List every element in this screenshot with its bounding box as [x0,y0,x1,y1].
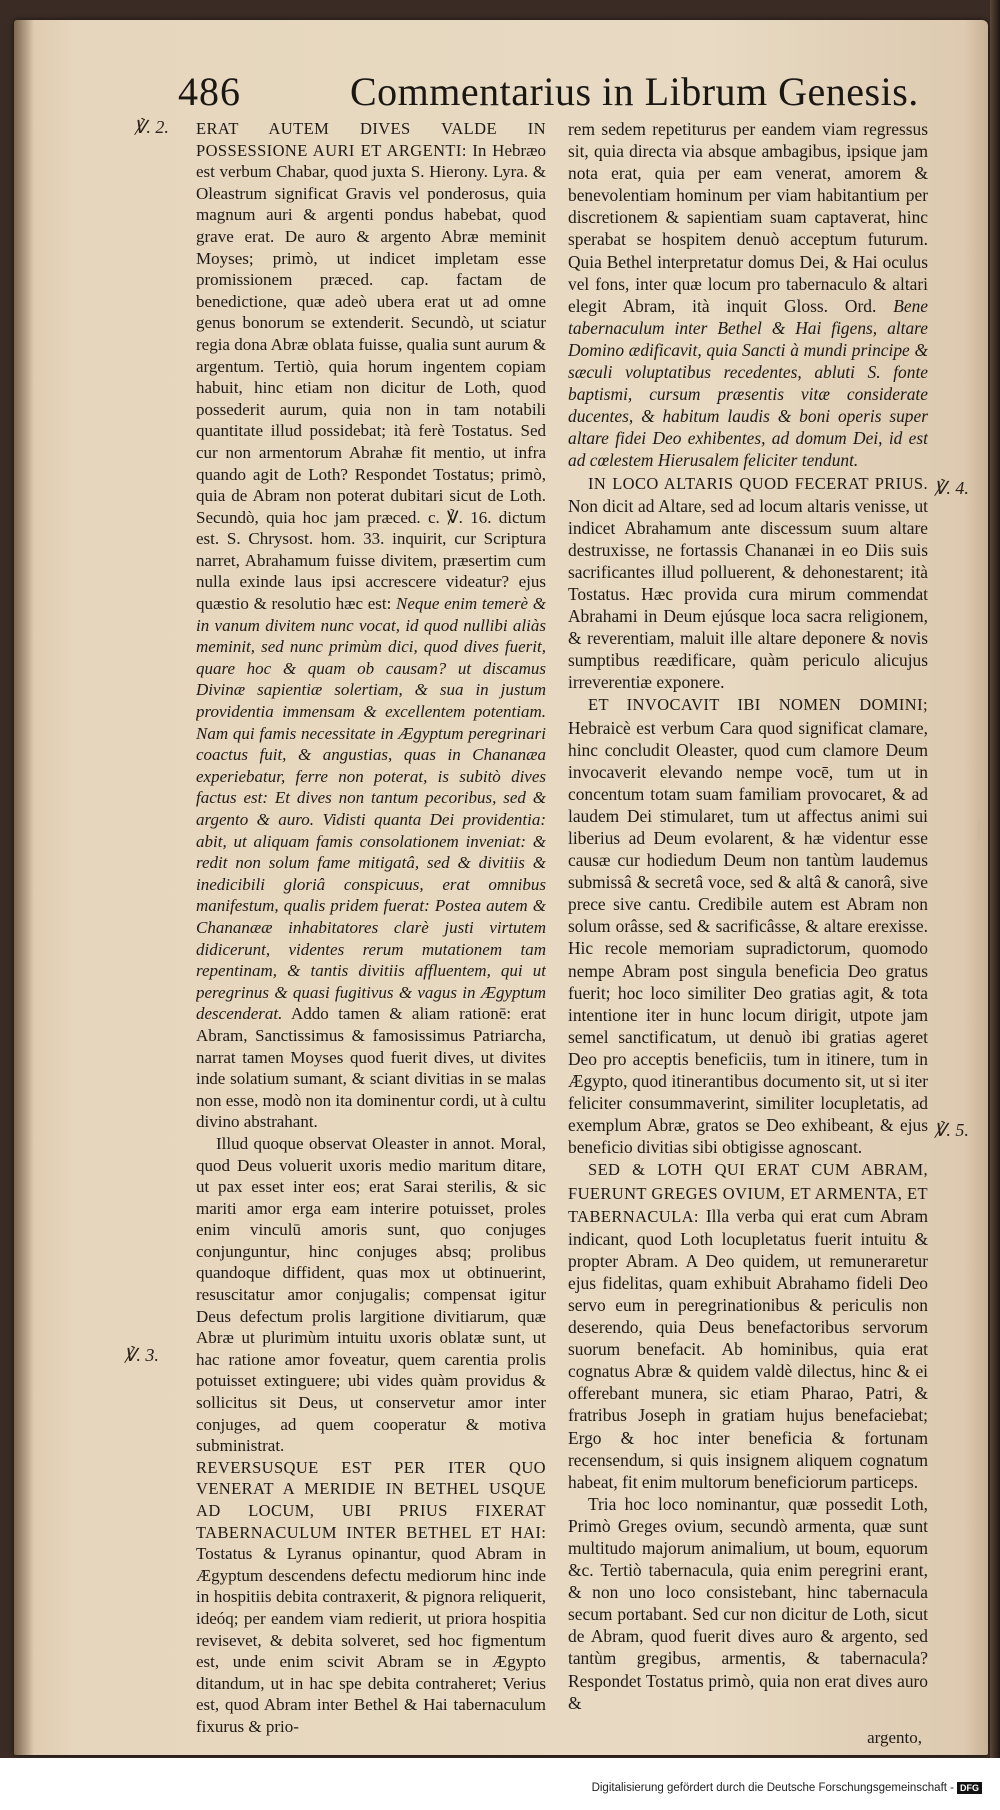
paragraph [568,693,928,1158]
commentary-text: rem sedem repetiturus per eandem viam regressus sit, quia directa via absque ambagibus, ipsique jam nota erat, quia per eam venerat, amorem & benevolentiam hominum per viam habitantium per discretionem & sapientiam suam captaverat, hinc sperabat se hospitem denuò acceptum futurum. Quia Bethel interpretatur domus Dei, & Hai oculus vel fons, inter quæ locum pro tabernaculo & altari elegit Abram, ità inquit Gloss. Ord. [568,119,928,316]
commentary-text: Hebraicè est verbum Cara quod significat clamare, hinc concludit Oleaster, quod cum clamore Deum invocaverit elevando nempe vocē, tum ut in concentum totam suam familiam provocaret, & ad laudem Dei stimularet, tum ut affectus animi sui liberius ad Deum evolarent, & hæ videntur esse causæ cur hodiedum Deum non tantùm laudemus submissâ & secretâ voce, sed & altâ & canorâ, sive prece sive cantu. Credibile autem est Abram non solum orâsse, sed & sacrificâsse, & altare erexisse. Hic recole memoriam supradictorum, quomodo nempe Abram post singula beneficia Deo gratus fuerit; hoc loco similiter Deo gratias agit, & tota intentione iter in hunc locum dirigit, utpote jam semel sanctificatum, ut denuò ibi gratias ageret Deo pro acceptis beneficiis, tum in itinere, tum in Ægypto, quod itinerantibus documento sit, ut si iter feliciter consummaverint, similiter locupletatis, ad exemplum Abræ, gratos se Deo exhibeant, & ejus beneficio divitias sibi obtigisse agnoscant. [568,717,928,1158]
paragraph [568,1158,928,1492]
commentary-text: Addo tamen & aliam rationē: erat Abram, Sanctissimus & famosissimus Patriarcha, narrat tamen Moyses quod fuerit dives, ut divites inde solatium sumant, & sciant divitias in se malas non esse, modò non ita dominentur cordi, ut à cultu divino abstrahant. [196,1004,546,1132]
lemma: ERAT AUTEM DIVES VALDE IN POSSESSIONE AURI ET ARGENTI [196,119,546,160]
dfg-logo[interactable]: DFG [957,1782,982,1794]
lemma: REVERSUSQUE EST PER ITER QUO VENERAT A MERIDIE IN BETHEL USQUE AD LOCUM, UBI PRIUS FIXERAT TABERNACULUM INTER BETHEL ET HAI [196,1457,546,1542]
catchword: argento, [867,1728,922,1747]
credit-text: Digitalisierung gefördert durch die Deutsche Forschungsgemeinschaft - [591,1782,954,1795]
paragraph [196,118,546,1133]
commentary-text: : In Hebræo est verbum Chabar, quod juxta S. Hierony. Lyra. & Oleastrum significat Gravis vel ponderosus, quia magnum auri & argenti pondus habebat, quod grave erat. De auro & argento Abræ meminit Moyses; primò, ut indicet impletam esse promissionem præced. cap. factam de benedictione, quæ adeò ubera erat ut ad omne genus bonorum se extenderit. Secundò, ut sciatur regia dona Abræ oblata fuisse, qualia sunt aurum & argentum. Tertiò, quia horum ingentem copiam habuit, hinc etiam non dicitur de Loth, quod possederit aurum, quia non in tam notabili quantitate illud possidebat; ità ferè Tostatus. Sed cur non armentorum Abrahæ fit mentio, ut infra quando agit de Loth? Respondet Tostatus; primò, quia de Abram non poterat dubitari sicut de Loth. Secundò, quia hoc jam præced. c. ℣. 16. dictum est. S. Chrysost. hom. 33. inquirit, cur Scriptura narret, Abrahamum fuisse divitem, præsertim cum nulla exinde laus ipsi accrescere videatur? ejus quæstio & resolutio hæc est: [196,140,546,614]
verse-marker-2: ℣. 2. [134,117,169,137]
gutter-shadow [14,20,34,1755]
running-title: Commentarius in Librum Genesis. [350,69,919,114]
commentary-text: Illa verba qui erat cum Abram indicant, quod Loth locupletatus fuerit intuitu & propter Abram. A Deo quidem, ut remuneraretur ejus fidelitas, quam exhibuit Abrahamo fideli Deo servo eum in peregrinationibus & periculis non deserendo, quia Deus benefactoribus servorum suorum benefacit. Ab hominibus, quia erat cognatus Abræ & quidem valdè dilectus, hinc & ei offerebant munera, sic etiam Pharao, Patri, & fratribus Joseph in gratiam hujus benefaciebat; Ergo & hoc inter beneficia & fortunam recensendum, si quis insignem aliquem cognatum habeat, fit enim multorum beneficiorum particeps. [568,1205,928,1492]
page-number: 486 [178,69,241,114]
paragraph [196,1457,546,1738]
gloss-quote: Bene tabernaculum inter Bethel & Hai figens, altare Domino ædificavit, quia Sancti à mundi principe & sæculi voluptatibus recedentes, abluti S. fonte baptismi, cursum præsentis vitæ considerate ducentes, & habitum laudis & boni operis super altare fidei Deo exhibentes, ad domum Dei, id est ad cœlestem Hierusalem feliciter tendunt. [568,295,928,471]
paragraph: Illud quoque observat Oleaster in annot. Moral, quod Deus voluerit uxoris medio maritum ditare, ut pax esset inter eos; erat Sarai sterilis, & sic mariti amor erga eam interire potuisset, proles enim vinculū amoris sunt, quo conjuges conjunguntur, hinc conjuges absq; prolibus quandoque diffident, quas mox ut obtinuerint, resuscitatur amor conjugalis; compensat igitur Deus defectum prolis largitione divitiarum, quæ Abræ ut plurimùm intuitu uxoris oblatæ sunt, ut hac ratione amor foveatur, quem carentia prolis potuisset extinguere; ubi vides quàm providus & sollicitus sit Deus, ut conservetur amor inter conjuges, ad quem cooperatur & motiva subministrat. [196,1133,546,1456]
lemma: IN LOCO ALTARIS QUOD FECERAT PRIUS. [588,473,928,493]
paragraph [568,472,928,694]
left-column [196,118,546,1738]
commentary-text: Non dicit ad Altare, sed ad locum altaris venisse, ut indicet Abrahamum ante discessum suum altare destruxisse, ne fortassis Chananæi in eo Diis suis sacrificantes illud polluerent, & dehonestarent; ità Tostatus. Hæc provida cura mirum commendat Abrahami in Deum ejúsque loca sacra religionem, & reverentiam, maluit ille altare deponere & novis sumptibus reædificare, quàm periculo alicujus irreverentiæ exponere. [568,495,928,693]
lemma: SED & LOTH QUI ERAT CUM ABRAM, FUERUNT GREGES OVIUM, ET ARMENTA, ET TABERNACULA: [568,1160,928,1226]
paragraph: Tria hoc loco nominantur, quæ possedit Loth, Primò Greges ovium, secundò armenta, quæ sunt multitudo majorum animalium, ut boum, equorum &c. Tertiò tabernacula, quia enim peregrini erant, & non uno loco consistebant, hinc tabernacula secum portabant. Sed cur non dicitur de Loth, sicut de Abram, quod fuerit dives auro & argento, sed tantùm gregibus, armentis, & tabernacula? Respondet Tostatus primò, quia non erat dives auro & [568,1493,928,1713]
verse-marker-4: ℣. 4. [934,478,969,498]
book-edge [990,0,1000,1810]
paragraph [568,118,928,472]
page-clip-icon [978,820,988,842]
footer-credit [592,1782,982,1794]
verse-marker-5: ℣. 5. [934,1120,969,1140]
lemma: ET INVOCAVIT IBI NOMEN DOMINI; [588,695,928,715]
verse-marker-3: ℣. 3. [124,1345,159,1365]
chrysostom-quote: Neque enim temerè & in vanum divitem nunc vocat, id quod nullibi aliàs meminit, sed nunc primùm dici, quod dives fuerit, quare hoc & quam ob causam? ut discamus Divinæ sapientiæ solertiam, & sua in justum providentia immensam & excellentem potentiam. Nam qui famis necessitate in Ægyptum peregrinari coactus fuit, & angustias, quas in Chananæa experiebatur, ferre non poterat, is subitò dives factus est: Et dives non tantum pecoribus, sed & argento & auro. Vidisti quanta Dei providentia: abit, ut aliquam famis consolationem inveniat: & redit non solum fame mitigatâ, sed & divitiis & inedicibili gloriâ conspicuus, erat omnibus manifestum, qualis pridem fuerat: Postea autem & Chananææ inhabitatores clarè justi virtutem didicerunt, videntes rerum mutationem tam repentinam, & tantis divitiis affluentem, qui ut peregrinus & quasi fugitivus & vagus in Ægyptum descenderat. [196,594,546,1024]
right-column [568,118,928,1714]
commentary-text: : Tostatus & Lyranus opinantur, quod Abram in Ægyptum descendens defectu mediorum hinc inde in hospitiis debita contraxerit, & pignora reliquerit, ideóq; per eandem viam redierit, ut priora hospitia revisevet, & debita solveret, sed hoc figmentum est, unde enim scivit Abram se in Ægypto ditandum, ut in hac spe debita contraheret; Verius est, quod Abram inter Bethel & Hai tabernaculum fixurus & prio- [196,1522,546,1736]
